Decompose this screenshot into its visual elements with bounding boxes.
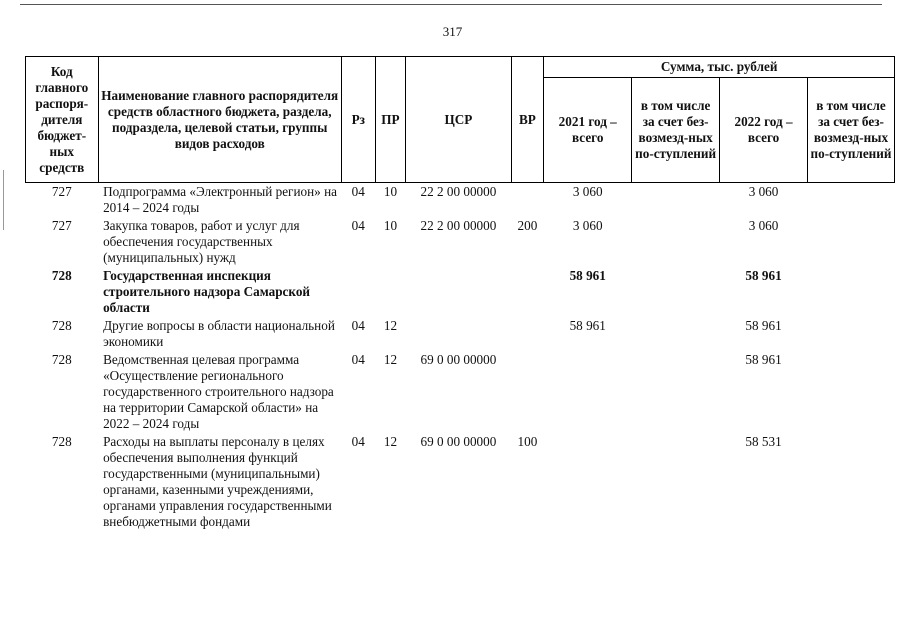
- cell-2021-total: 58 961: [569, 318, 606, 333]
- header-2022-total: 2022 год – всего: [720, 78, 808, 183]
- cell-code: 728: [51, 318, 72, 333]
- cell-vr: [511, 268, 544, 318]
- cell-2021-grants: [632, 434, 720, 532]
- cell-code: 728: [51, 434, 72, 449]
- header-rz: Рз: [341, 57, 375, 183]
- cell-csr: 22 2 00 00000: [420, 184, 497, 199]
- cell-code: 728: [51, 268, 72, 283]
- cell-vr: [511, 352, 544, 434]
- cell-2021-grants: [632, 218, 720, 268]
- cell-rz: [341, 268, 375, 318]
- cell-pr: 12: [383, 352, 398, 367]
- header-code: Код главного распоря-дителя бюджет-ных средств: [26, 57, 99, 183]
- cell-pr: [375, 268, 406, 318]
- cell-2022-grants: [807, 268, 894, 318]
- header-2021-grants: в том числе за счет без-возмезд-ных по-ступлений: [632, 78, 720, 183]
- cell-2022-grants: [807, 352, 894, 434]
- cell-2021-total: 58 961: [569, 268, 606, 283]
- cell-2022-total: 58 961: [745, 268, 782, 283]
- cell-name: Расходы на выплаты персоналу в целях обеспечения выполнения функций государственными (муниципальными) органами, казенными учреждениями, органами управления государственными внебюджетными фондами: [103, 434, 332, 529]
- cell-vr: [511, 183, 544, 219]
- budget-table: [25, 56, 895, 532]
- table-row: [26, 218, 895, 268]
- cell-2021-grants: [632, 183, 720, 219]
- header-sum-group: Сумма, тыс. рублей: [544, 57, 895, 78]
- cell-name: Подпрограмма «Электронный регион» на 2014 – 2024 годы: [103, 184, 337, 215]
- cell-csr: 69 0 00 00000: [420, 434, 497, 449]
- cell-2022-total: 3 060: [748, 218, 779, 233]
- cell-2021-total: 3 060: [572, 218, 603, 233]
- cell-2022-grants: [807, 218, 894, 268]
- cell-csr: 69 0 00 00000: [420, 352, 497, 367]
- header-pr: ПР: [375, 57, 406, 183]
- cell-code: 728: [51, 352, 72, 367]
- header-name: Наименование главного распорядителя средств областного бюджета, раздела, подраздела, целевой статьи, группы видов расходов: [98, 57, 341, 183]
- page-number: 317: [442, 24, 463, 39]
- cell-name: Ведомственная целевая программа «Осуществление регионального государственного строительного надзора на территории Самарской области» на 2022 – 2024 годы: [103, 352, 334, 431]
- header-2022-grants: в том числе за счет без-возмезд-ных по-ступлений: [807, 78, 894, 183]
- cell-name: Государственная инспекция строительного надзора Самарской области: [103, 268, 311, 315]
- cell-rz: 04: [351, 352, 365, 367]
- cell-rz: 04: [351, 318, 365, 333]
- header-2021-total: 2021 год – всего: [544, 78, 632, 183]
- cell-2021-total: [544, 352, 632, 434]
- cell-2021-grants: [632, 352, 720, 434]
- cell-rz: 04: [351, 218, 365, 233]
- cell-csr: [406, 268, 511, 318]
- cell-vr: [511, 318, 544, 352]
- table-header: [26, 57, 895, 183]
- table-row: [26, 318, 895, 352]
- cell-pr: 10: [383, 184, 398, 199]
- cell-2021-grants: [632, 318, 720, 352]
- cell-name: Другие вопросы в области национальной экономики: [103, 318, 335, 349]
- cell-pr: 12: [383, 434, 398, 449]
- cell-vr: 100: [517, 434, 538, 449]
- header-vr: ВР: [511, 57, 544, 183]
- cell-vr: 200: [517, 218, 538, 233]
- cell-pr: 10: [383, 218, 398, 233]
- cell-code: 727: [51, 218, 72, 233]
- cell-2022-grants: [807, 183, 894, 219]
- table-body: [26, 183, 895, 533]
- scan-edge-mark: [3, 170, 4, 230]
- cell-pr: 12: [383, 318, 398, 333]
- cell-2022-grants: [807, 434, 894, 532]
- cell-csr: 22 2 00 00000: [420, 218, 497, 233]
- table-row: [26, 268, 895, 318]
- cell-code: 727: [51, 184, 72, 199]
- cell-2021-total: 3 060: [572, 184, 603, 199]
- top-rule: [20, 4, 882, 5]
- header-csr: ЦСР: [406, 57, 511, 183]
- cell-csr: [406, 318, 511, 352]
- cell-rz: 04: [351, 434, 365, 449]
- table-row: [26, 434, 895, 532]
- cell-2022-total: 58 531: [745, 434, 782, 449]
- cell-2022-total: 3 060: [748, 184, 779, 199]
- table-row: [26, 352, 895, 434]
- cell-name: Закупка товаров, работ и услуг для обеспечения государственных (муниципальных) нужд: [103, 218, 300, 265]
- cell-2022-total: 58 961: [745, 352, 782, 367]
- cell-2022-grants: [807, 318, 894, 352]
- table-row: [26, 183, 895, 219]
- cell-2022-total: 58 961: [745, 318, 782, 333]
- cell-2021-grants: [632, 268, 720, 318]
- cell-rz: 04: [351, 184, 365, 199]
- cell-2021-total: [544, 434, 632, 532]
